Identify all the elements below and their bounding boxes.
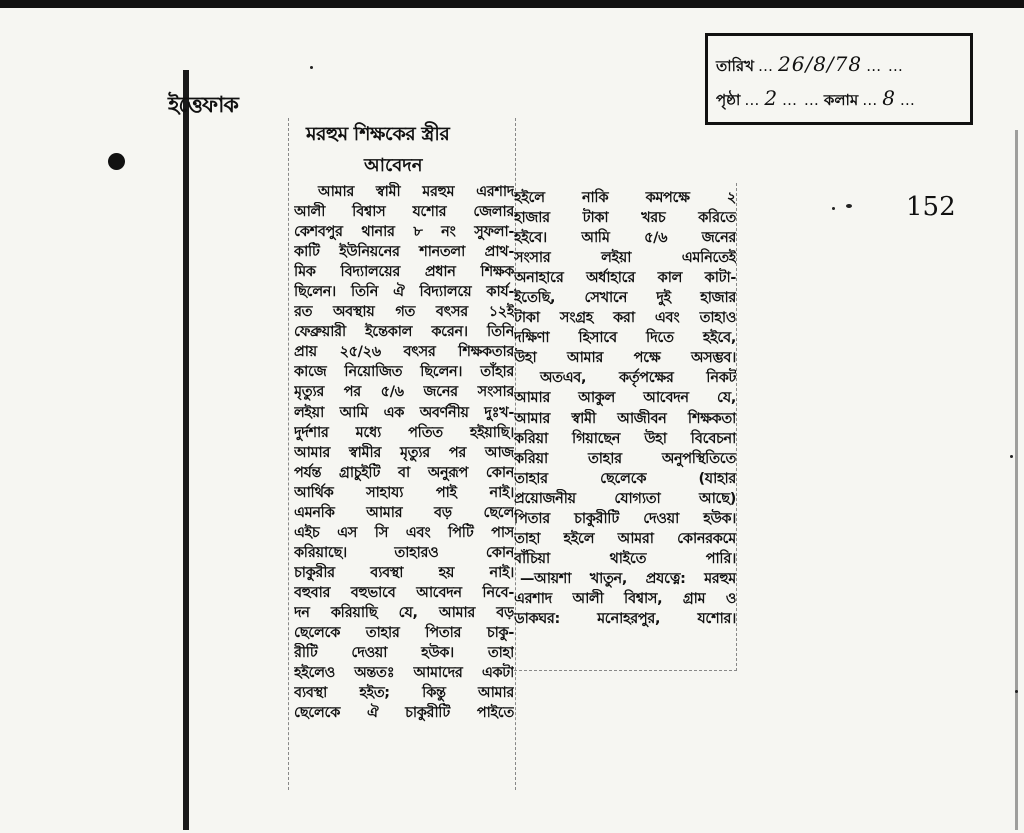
- article-line: বহুবার বহুভাবে আবেদন নিবে-: [294, 584, 514, 601]
- article-column-1: [294, 182, 514, 723]
- article-line: পিতার চাকুরীটি দেওয়া হউক।: [514, 510, 736, 527]
- article-line: হইলে নাকি কমপক্ষে ২: [514, 190, 736, 206]
- scan-border-top: [0, 0, 1024, 8]
- article-subheadline: আবেদন: [364, 155, 423, 176]
- scan-border-left: [183, 70, 189, 830]
- scan-border-right: [1015, 130, 1018, 830]
- article-line: এরশাদ আলী বিশ্বাস, গ্রাম ও: [514, 590, 736, 607]
- stamp-page-value: 2: [764, 86, 779, 110]
- scan-speck: [1010, 455, 1013, 458]
- scan-speck: [1015, 690, 1018, 693]
- article-line: প্রয়োজনীয় যোগ্যতা আছে): [514, 490, 736, 507]
- stamp-date-value: 26/8/78: [778, 52, 863, 76]
- scan-speck: [846, 204, 852, 208]
- article-line: অতএব, কর্তৃপক্ষের নিকট: [540, 370, 736, 387]
- article-line: করিয়া গিয়াছেন উহা বিবেচনা: [514, 430, 736, 447]
- article-line: তাহা হইলে আমরা কোনরকমে: [514, 530, 736, 547]
- article-line: এমনকি আমার বড় ছেলে: [294, 504, 514, 521]
- article-column-2: [514, 188, 736, 629]
- article-line: অনাহারে অর্ধাহারে কাল কাটা-: [514, 270, 736, 287]
- article-line: আমার স্বামীর মৃত্যুর পর আজ: [294, 444, 514, 461]
- article-line: ডাকঘর: মনোহরপুর, যশোর।: [514, 610, 736, 627]
- article-line: দুর্দশার মধ্যে পতিত হইয়াছি।: [294, 424, 514, 441]
- article-line: আলী বিশ্বাস যশোর জেলার: [294, 204, 514, 221]
- article-line: ছেলেকে তাহার পিতার চাকু-: [294, 625, 514, 642]
- article-line: আমার আকুল আবেদন যে,: [514, 390, 736, 407]
- article-line: তাহার ছেলেকে (যাহার: [514, 470, 736, 487]
- article-headline: মরহুম শিক্ষকের স্ত্রীর: [306, 123, 450, 145]
- article-line: আর্থিক সাহায্য পাই নাই।: [294, 484, 514, 501]
- scan-speck: [310, 66, 313, 69]
- article-line: হইবে। আমি ৫/৬ জনের: [514, 230, 736, 247]
- article-line: সংসার লইয়া এমনিতেই: [514, 250, 736, 267]
- article-line: রত অবস্থায় গত বৎসর ১২ই: [294, 304, 514, 321]
- article-line: হইলেও অন্ততঃ আমাদের একটা: [294, 665, 514, 682]
- article-line: কেশবপুর থানার ৮ নং সুফলা-: [294, 224, 514, 241]
- article-line: পর্যন্ত গ্রাচুইটি বা অনুরূপ কোন: [294, 464, 514, 481]
- article-line: মিক বিদ্যালয়ের প্রধান শিক্ষক: [294, 264, 514, 281]
- article-line: —আয়শা খাতুন, প্রযত্নে: মরহুম: [520, 570, 736, 587]
- article-line: আমার স্বামী মরহুম এরশাদ: [318, 184, 514, 200]
- stamp-date-label: তারিখ: [716, 57, 754, 75]
- article-line: বাঁচিয়া থাইতে পারি।: [514, 550, 736, 567]
- stamp-page-label: পৃষ্ঠা: [716, 91, 741, 109]
- article-line: হাজার টাকা খরচ করিতে: [514, 210, 736, 227]
- stamp-column-label: কলাম: [823, 91, 859, 109]
- article-line: ছেলেকে ঐ চাকুরীটি পাইতে: [294, 705, 514, 722]
- article-line: লইয়া আমি এক অবর্ণনীয় দুঃখ-: [294, 404, 514, 421]
- punch-hole: [108, 153, 125, 170]
- article-line: টাকা সংগ্রহ করা এবং তাহাও: [514, 310, 736, 327]
- article-line: এইচ এস সি এবং পিটি পাস: [294, 524, 514, 541]
- article-line: করিয়া তাহার অনুপস্থিতিতে: [514, 450, 736, 467]
- archive-number: 152: [906, 192, 956, 222]
- stamp-date-row: তারিখ … 26/8/78 … …: [716, 52, 904, 80]
- article-line: উহা আমার পক্ষে অসম্ভব।: [514, 350, 736, 367]
- article-line: কাটি ইউনিয়নের শানতলা প্রাথ-: [294, 244, 514, 261]
- archive-stamp: [705, 33, 973, 125]
- article-line: দক্ষিণা হিসাবে দিতে হইবে,: [514, 330, 736, 347]
- newspaper-masthead: ইত্তেফাক: [168, 93, 238, 118]
- article-line: রীটি দেওয়া হউক। তাহা: [294, 645, 514, 662]
- stamp-page-row: পৃষ্ঠা … 2 … … কলাম … 8 …: [716, 86, 916, 114]
- article-line: ইতেছি, সেখানে দুই হাজার: [514, 290, 736, 307]
- stamp-column-value: 8: [882, 86, 896, 110]
- article-line: ছিলেন। তিনি ঐ বিদ্যালয়ে কার্য-: [294, 284, 514, 301]
- article-line: মৃত্যুর পর ৫/৬ জনের সংসার: [294, 384, 514, 401]
- article-line: ফেব্রুয়ারী ইন্তেকাল করেন। তিনি: [294, 324, 514, 341]
- article-line: আমার স্বামী আজীবন শিক্ষকতা: [514, 410, 736, 427]
- scan-speck: [832, 207, 835, 210]
- article-line: ব্যবস্থা হইত; কিন্তু আমার: [294, 685, 514, 702]
- article-line: চাকুরীর ব্যবস্থা হয় নাই।: [294, 564, 514, 581]
- article-line: দন করিয়াছি যে, আমার বড়: [294, 604, 514, 621]
- article-line: কাজে নিয়োজিত ছিলেন। তাঁহার: [294, 364, 514, 381]
- article-line: করিয়াছে। তাহারও কোন: [294, 544, 514, 561]
- article-line: প্রায় ২৫/২৬ বৎসর শিক্ষকতার: [294, 344, 514, 361]
